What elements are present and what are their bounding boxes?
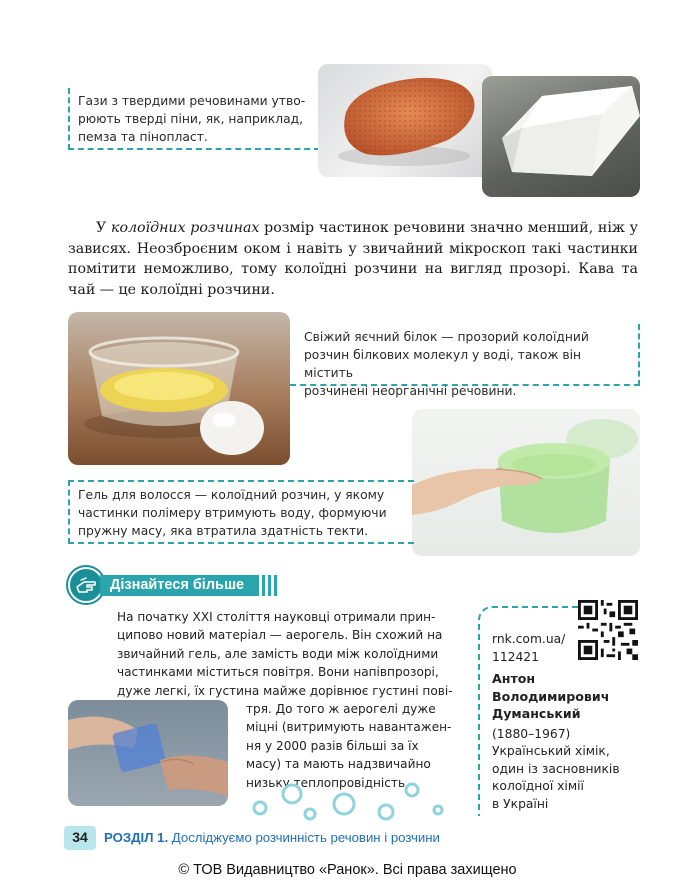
foams-caption: Гази з твердими речовинами утво- рюють тверді піни, як, наприклад, пемза та пінопласт.: [68, 88, 320, 150]
paragraph-term: колоїдних розчинах: [110, 220, 260, 236]
section-footer: [104, 830, 440, 845]
learn-more-heading: [68, 567, 280, 603]
section-label: РОЗДІЛ 1.: [104, 830, 169, 845]
aerogel-photo: [68, 700, 228, 806]
egg-white-photo: [68, 312, 290, 465]
scientist-years: (1880–1967): [492, 727, 571, 741]
bubbles-decoration: [240, 778, 460, 824]
section-title: Досліджуємо розчинність речовин і розчини: [168, 830, 440, 845]
paragraph-lead: У: [96, 220, 111, 236]
pumice-photo: [318, 64, 492, 177]
learn-more-stripes: [262, 575, 280, 596]
copyright-notice: © ТОВ Видавництво «Ранок». Всі права захищено: [178, 862, 517, 878]
scientist-name: Антон Володимирович Думанський: [492, 671, 610, 721]
qr-link[interactable]: rnk.com.ua/ 112421: [492, 632, 566, 665]
hair-gel-photo: [412, 409, 640, 556]
paragraph-rest: розмір частинок речовини значно менший, ніж у зависях. Неозброєним оком і навіть у звичайний мікроскоп такі частинки помітити неможливо, тому колоїдні розчини на вигляд прозорі. Кава та чай — це колоїдні розчини.: [68, 220, 639, 298]
hair-gel-caption: Гель для волосся — колоїдний розчин, у якому частинки полімеру втримують воду, формуючи пружну масу, яка втратила здатність текти.: [68, 480, 414, 544]
egg-white-caption: Свіжий яєчний білок — прозорий колоїдний розчин білкових молекул у воді, також він містить розчинені неорганічні речовини.: [290, 324, 640, 386]
aerogel-text-top: На початку XXI століття науковці отримали прин- ципово новий матеріал — аерогель. Він схожий на звичайний гель, але замість води між колоїдними частинками міститься повітря. Вони напівпрозорі, дуже легкі, їх густина майже дорівнює густині пові-: [117, 610, 453, 698]
aerogel-text-bottom: тря. До того ж аерогелі дуже міцні (витримують навантажен- ня у 2000 разів більші за їх масу) та мають надзвичайно низьку теплопровідність.: [246, 702, 452, 790]
scientist-bio: Український хімік, один із засновників колоїдної хімії в Україні: [492, 744, 620, 811]
learn-more-label: Дізнайтеся більше: [110, 577, 245, 593]
colloid-paragraph: [68, 218, 638, 300]
page-number-badge: [64, 826, 96, 850]
page-number: 34: [72, 829, 88, 845]
hand-pointing-icon: [68, 567, 104, 603]
styrofoam-photo: [482, 76, 640, 197]
qr-code-icon[interactable]: [578, 600, 638, 660]
